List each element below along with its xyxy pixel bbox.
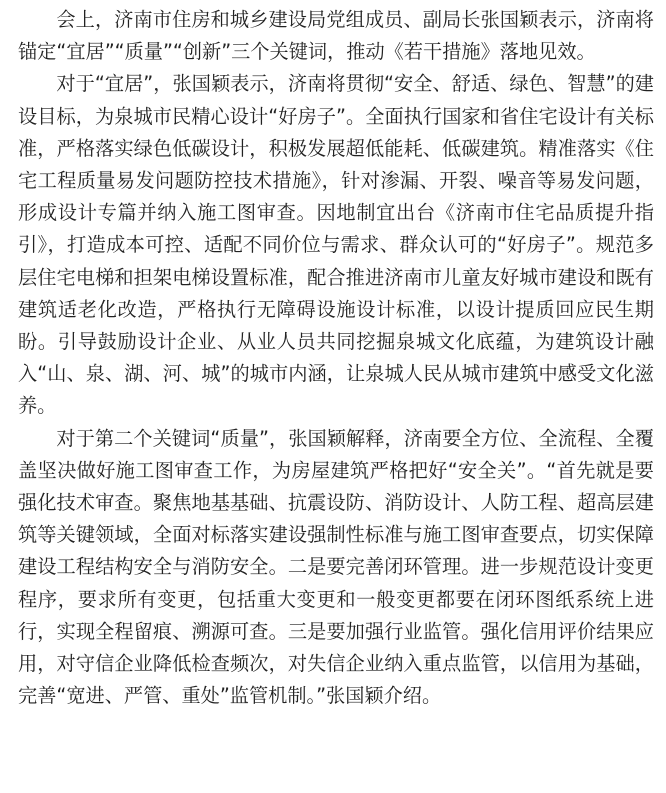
paragraph-quality: 对于第二个关键词“质量”，张国颖解释，济南要全方位、全流程、全覆盖坚决做好施工图审查工作，为房屋建筑严格把好“安全关”。“首先就是要强化技术审查。聚焦地基基础、抗震设防、消防设计、人防工程、超高层建筑等关键领域，全面对标落实建设强制性标准与施工图审查要点，切实保障建设工程结构安全与消防安全。二是要完善闭环管理。进一步规范设计变更程序，要求所有变更，包括重大变更和一般变更都要在闭环图纸系统上进行，实现全程留痕、溯源可查。三是要加强行业监管。强化信用评价结果应用，对守信企业降低检查频次，对失信企业纳入重点监管，以信用为基础，完善“宽进、严管、重处”监管机制。”张国颖介绍。 (18, 426, 654, 708)
paragraph-livability: 对于“宜居”，张国颖表示，济南将贯彻“安全、舒适、绿色、智慧”的建设目标，为泉城市民精心设计“好房子”。全面执行国家和省住宅设计有关标准，严格落实绿色低碳设计，积极发展超低能耗、低碳建筑。精准落实《住宅工程质量易发问题防控技术措施》，针对渗漏、开裂、噪音等易发问题，形成设计专篇并纳入施工图审查。因地制宜出台《济南市住宅品质提升指引》，打造成本可控、适配不同价位与需求、群众认可的“好房子”。规范多层住宅电梯和担架电梯设置标准，配合推进济南市儿童友好城市建设和既有建筑适老化改造，严格执行无障碍设施设计标准，以设计提质回应民生期盼。引导鼓励设计企业、从业人员共同挖掘泉城文化底蕴，为建筑设计融入“山、泉、湖、河、城”的城市内涵，让泉城人民从城市建筑中感受文化滋养。 (18, 72, 654, 418)
paragraph-meeting-intro: 会上，济南市住房和城乡建设局党组成员、副局长张国颖表示，济南将锚定“宜居”“质量”“创新”三个关键词，推动《若干措施》落地见效。 (18, 8, 654, 64)
